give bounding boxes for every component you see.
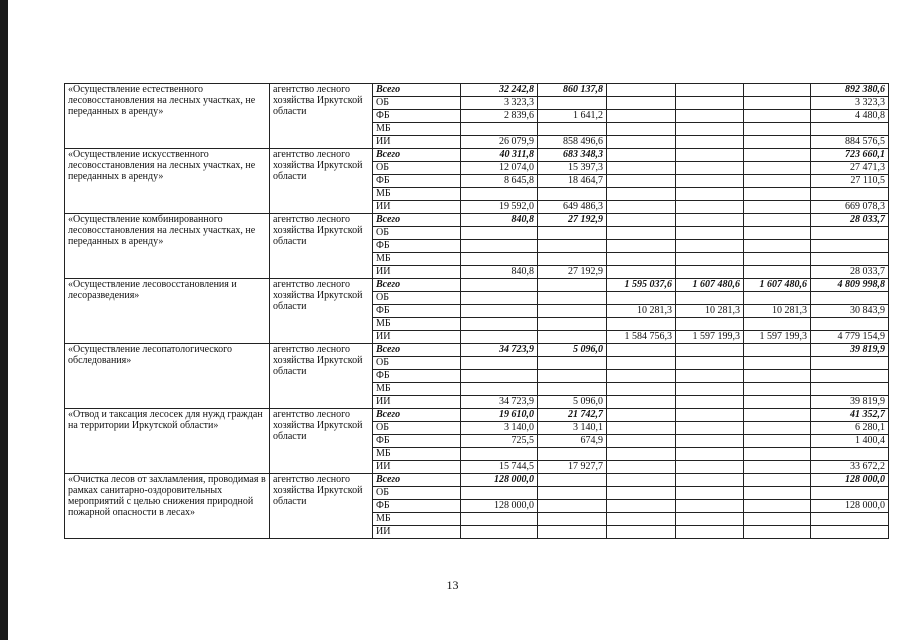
amount-cell <box>744 383 811 396</box>
funding-source-cell: ОБ <box>373 487 461 500</box>
amount-cell: 34 723,9 <box>461 344 538 357</box>
amount-cell: 28 033,7 <box>811 266 889 279</box>
amount-cell <box>811 357 889 370</box>
amount-cell: 33 672,2 <box>811 461 889 474</box>
funding-source-cell: ОБ <box>373 422 461 435</box>
amount-cell <box>607 318 676 331</box>
amount-cell: 4 809 998,8 <box>811 279 889 292</box>
amount-cell <box>607 123 676 136</box>
funding-source-cell: ФБ <box>373 370 461 383</box>
amount-cell <box>676 201 744 214</box>
amount-cell: 21 742,7 <box>538 409 607 422</box>
amount-cell <box>811 240 889 253</box>
amount-cell: 1 400,4 <box>811 435 889 448</box>
amount-cell <box>744 448 811 461</box>
amount-cell <box>538 500 607 513</box>
amount-cell <box>676 188 744 201</box>
amount-cell <box>676 175 744 188</box>
table-row <box>65 409 889 422</box>
amount-cell: 27 110,5 <box>811 175 889 188</box>
amount-cell <box>744 110 811 123</box>
amount-cell <box>607 149 676 162</box>
amount-cell <box>744 253 811 266</box>
amount-cell: 128 000,0 <box>461 474 538 487</box>
funding-source-cell: Всего <box>373 474 461 487</box>
page-number: 13 <box>446 578 459 592</box>
responsible-cell: агентство лесного хозяйства Иркутской области <box>270 474 373 539</box>
amount-cell <box>607 214 676 227</box>
amount-cell <box>607 409 676 422</box>
amount-cell <box>607 84 676 97</box>
amount-cell <box>744 370 811 383</box>
amount-cell <box>744 214 811 227</box>
amount-cell <box>461 357 538 370</box>
amount-cell <box>676 396 744 409</box>
amount-cell <box>607 396 676 409</box>
amount-cell <box>676 513 744 526</box>
funding-source-cell: Всего <box>373 344 461 357</box>
amount-cell <box>607 383 676 396</box>
funding-source-cell: Всего <box>373 84 461 97</box>
funding-source-cell: ОБ <box>373 227 461 240</box>
event-name-cell: «Очистка лесов от захламления, проводимая в рамках санитарно-оздоровительных мероприятий с целью снижения природной пожарной опасности в лесах» <box>65 474 270 539</box>
amount-cell <box>607 435 676 448</box>
amount-cell <box>676 344 744 357</box>
budget-table <box>64 83 889 539</box>
amount-cell <box>607 97 676 110</box>
amount-cell <box>461 383 538 396</box>
funding-source-cell: МБ <box>373 188 461 201</box>
amount-cell: 128 000,0 <box>461 500 538 513</box>
funding-source-cell: ФБ <box>373 110 461 123</box>
amount-cell <box>607 370 676 383</box>
amount-cell <box>607 461 676 474</box>
amount-cell: 27 192,9 <box>538 214 607 227</box>
amount-cell <box>607 422 676 435</box>
amount-cell: 858 496,6 <box>538 136 607 149</box>
amount-cell <box>744 162 811 175</box>
amount-cell <box>676 435 744 448</box>
amount-cell <box>538 487 607 500</box>
amount-cell <box>676 266 744 279</box>
amount-cell <box>811 383 889 396</box>
funding-source-cell: МБ <box>373 383 461 396</box>
amount-cell: 39 819,9 <box>811 344 889 357</box>
amount-cell <box>811 526 889 539</box>
amount-cell <box>538 240 607 253</box>
amount-cell <box>676 253 744 266</box>
amount-cell: 10 281,3 <box>744 305 811 318</box>
amount-cell: 18 464,7 <box>538 175 607 188</box>
amount-cell <box>811 188 889 201</box>
amount-cell: 725,5 <box>461 435 538 448</box>
amount-cell <box>676 227 744 240</box>
amount-cell: 34 723,9 <box>461 396 538 409</box>
amount-cell: 32 242,8 <box>461 84 538 97</box>
scan-edge <box>0 0 8 640</box>
funding-source-cell: ИИ <box>373 331 461 344</box>
amount-cell <box>461 526 538 539</box>
amount-cell <box>607 487 676 500</box>
amount-cell <box>744 461 811 474</box>
amount-cell <box>607 526 676 539</box>
funding-source-cell: МБ <box>373 318 461 331</box>
amount-cell <box>538 123 607 136</box>
amount-cell <box>607 344 676 357</box>
event-name-cell: «Осуществление естественного лесовосстановления на лесных участках, не переданных в аренду» <box>65 84 270 149</box>
amount-cell <box>676 474 744 487</box>
amount-cell <box>676 240 744 253</box>
funding-source-cell: ИИ <box>373 526 461 539</box>
funding-source-cell: Всего <box>373 214 461 227</box>
amount-cell <box>744 357 811 370</box>
amount-cell <box>461 318 538 331</box>
amount-cell <box>607 110 676 123</box>
table-row <box>65 84 889 97</box>
funding-source-cell: ИИ <box>373 266 461 279</box>
amount-cell <box>607 136 676 149</box>
amount-cell <box>461 253 538 266</box>
amount-cell <box>744 292 811 305</box>
amount-cell: 17 927,7 <box>538 461 607 474</box>
amount-cell: 669 078,3 <box>811 201 889 214</box>
amount-cell <box>744 123 811 136</box>
table-row <box>65 279 889 292</box>
amount-cell: 3 140,1 <box>538 422 607 435</box>
table-body <box>65 84 889 539</box>
amount-cell <box>744 474 811 487</box>
amount-cell: 40 311,8 <box>461 149 538 162</box>
amount-cell: 1 607 480,6 <box>676 279 744 292</box>
amount-cell: 674,9 <box>538 435 607 448</box>
amount-cell <box>744 422 811 435</box>
amount-cell <box>676 110 744 123</box>
amount-cell: 5 096,0 <box>538 396 607 409</box>
amount-cell <box>811 123 889 136</box>
amount-cell <box>538 227 607 240</box>
amount-cell: 10 281,3 <box>676 305 744 318</box>
event-name-cell: «Осуществление искусственного лесовосстановления на лесных участках, не переданных в аренду» <box>65 149 270 214</box>
funding-source-cell: ФБ <box>373 500 461 513</box>
amount-cell <box>538 305 607 318</box>
amount-cell <box>744 526 811 539</box>
amount-cell <box>461 370 538 383</box>
amount-cell <box>744 175 811 188</box>
amount-cell <box>538 513 607 526</box>
amount-cell: 1 597 199,3 <box>676 331 744 344</box>
amount-cell <box>461 305 538 318</box>
amount-cell: 1 584 756,3 <box>607 331 676 344</box>
amount-cell <box>744 435 811 448</box>
amount-cell: 840,8 <box>461 214 538 227</box>
amount-cell <box>744 227 811 240</box>
funding-source-cell: ФБ <box>373 435 461 448</box>
funding-source-cell: Всего <box>373 409 461 422</box>
funding-source-cell: ФБ <box>373 240 461 253</box>
funding-source-cell: МБ <box>373 123 461 136</box>
amount-cell <box>744 240 811 253</box>
amount-cell <box>744 513 811 526</box>
table-row <box>65 214 889 227</box>
amount-cell <box>744 344 811 357</box>
funding-source-cell: ОБ <box>373 162 461 175</box>
amount-cell <box>676 448 744 461</box>
amount-cell <box>676 136 744 149</box>
amount-cell <box>607 266 676 279</box>
amount-cell <box>676 461 744 474</box>
amount-cell <box>744 201 811 214</box>
amount-cell: 19 610,0 <box>461 409 538 422</box>
funding-source-cell: МБ <box>373 253 461 266</box>
amount-cell <box>607 474 676 487</box>
amount-cell: 723 660,1 <box>811 149 889 162</box>
amount-cell <box>744 409 811 422</box>
amount-cell: 10 281,3 <box>607 305 676 318</box>
table-row <box>65 149 889 162</box>
amount-cell: 4 779 154,9 <box>811 331 889 344</box>
funding-source-cell: ОБ <box>373 97 461 110</box>
amount-cell <box>538 331 607 344</box>
amount-cell <box>744 84 811 97</box>
responsible-cell: агентство лесного хозяйства Иркутской области <box>270 149 373 214</box>
amount-cell <box>461 123 538 136</box>
funding-source-cell: ИИ <box>373 461 461 474</box>
amount-cell <box>811 227 889 240</box>
amount-cell <box>744 136 811 149</box>
amount-cell: 683 348,3 <box>538 149 607 162</box>
amount-cell <box>607 448 676 461</box>
amount-cell: 3 140,0 <box>461 422 538 435</box>
amount-cell <box>538 97 607 110</box>
amount-cell <box>607 500 676 513</box>
amount-cell <box>676 84 744 97</box>
amount-cell <box>676 526 744 539</box>
amount-cell <box>538 279 607 292</box>
amount-cell: 128 000,0 <box>811 500 889 513</box>
amount-cell <box>811 253 889 266</box>
amount-cell: 30 843,9 <box>811 305 889 318</box>
amount-cell <box>461 240 538 253</box>
amount-cell: 19 592,0 <box>461 201 538 214</box>
amount-cell <box>744 396 811 409</box>
amount-cell <box>676 487 744 500</box>
amount-cell: 649 486,3 <box>538 201 607 214</box>
amount-cell <box>676 162 744 175</box>
amount-cell: 27 192,9 <box>538 266 607 279</box>
amount-cell: 860 137,8 <box>538 84 607 97</box>
amount-cell <box>538 292 607 305</box>
amount-cell <box>538 188 607 201</box>
amount-cell <box>676 97 744 110</box>
amount-cell <box>676 149 744 162</box>
funding-source-cell: ИИ <box>373 136 461 149</box>
event-name-cell: «Осуществление лесопатологического обследования» <box>65 344 270 409</box>
amount-cell <box>676 292 744 305</box>
amount-cell: 28 033,7 <box>811 214 889 227</box>
table-row <box>65 344 889 357</box>
amount-cell: 41 352,7 <box>811 409 889 422</box>
funding-source-cell: Всего <box>373 279 461 292</box>
amount-cell <box>811 448 889 461</box>
amount-cell <box>538 448 607 461</box>
event-name-cell: «Осуществление комбинированного лесовосстановления на лесных участках, не переданных в аренду» <box>65 214 270 279</box>
funding-source-cell: ИИ <box>373 201 461 214</box>
amount-cell <box>676 383 744 396</box>
amount-cell <box>676 500 744 513</box>
amount-cell <box>538 253 607 266</box>
amount-cell: 12 074,0 <box>461 162 538 175</box>
funding-source-cell: ФБ <box>373 175 461 188</box>
amount-cell <box>676 422 744 435</box>
amount-cell <box>676 409 744 422</box>
amount-cell <box>811 487 889 500</box>
amount-cell: 15 397,3 <box>538 162 607 175</box>
amount-cell: 884 576,5 <box>811 136 889 149</box>
amount-cell <box>461 513 538 526</box>
amount-cell <box>461 331 538 344</box>
amount-cell <box>607 292 676 305</box>
amount-cell <box>676 370 744 383</box>
table-row <box>65 474 889 487</box>
amount-cell: 1 607 480,6 <box>744 279 811 292</box>
amount-cell: 8 645,8 <box>461 175 538 188</box>
amount-cell: 3 323,3 <box>461 97 538 110</box>
amount-cell <box>811 292 889 305</box>
amount-cell: 1 597 199,3 <box>744 331 811 344</box>
amount-cell <box>676 318 744 331</box>
amount-cell: 27 471,3 <box>811 162 889 175</box>
amount-cell <box>538 526 607 539</box>
amount-cell <box>676 357 744 370</box>
amount-cell <box>538 474 607 487</box>
responsible-cell: агентство лесного хозяйства Иркутской области <box>270 409 373 474</box>
amount-cell <box>744 188 811 201</box>
responsible-cell: агентство лесного хозяйства Иркутской области <box>270 344 373 409</box>
funding-source-cell: Всего <box>373 149 461 162</box>
amount-cell <box>461 227 538 240</box>
amount-cell <box>744 318 811 331</box>
funding-source-cell: МБ <box>373 513 461 526</box>
funding-source-cell: ОБ <box>373 292 461 305</box>
amount-cell <box>461 279 538 292</box>
amount-cell: 1 641,2 <box>538 110 607 123</box>
amount-cell <box>538 383 607 396</box>
amount-cell: 5 096,0 <box>538 344 607 357</box>
responsible-cell: агентство лесного хозяйства Иркутской области <box>270 84 373 149</box>
amount-cell: 128 000,0 <box>811 474 889 487</box>
amount-cell <box>461 188 538 201</box>
amount-cell <box>607 162 676 175</box>
funding-source-cell: МБ <box>373 448 461 461</box>
funding-source-cell: ФБ <box>373 305 461 318</box>
amount-cell: 39 819,9 <box>811 396 889 409</box>
amount-cell: 1 595 037,6 <box>607 279 676 292</box>
amount-cell <box>676 123 744 136</box>
amount-cell: 15 744,5 <box>461 461 538 474</box>
amount-cell <box>676 214 744 227</box>
amount-cell <box>538 357 607 370</box>
amount-cell <box>744 97 811 110</box>
amount-cell: 892 380,6 <box>811 84 889 97</box>
amount-cell: 26 079,9 <box>461 136 538 149</box>
amount-cell <box>607 201 676 214</box>
responsible-cell: агентство лесного хозяйства Иркутской области <box>270 214 373 279</box>
event-name-cell: «Осуществление лесовосстановления и лесоразведения» <box>65 279 270 344</box>
amount-cell <box>538 370 607 383</box>
amount-cell <box>811 370 889 383</box>
amount-cell <box>538 318 607 331</box>
amount-cell <box>744 266 811 279</box>
amount-cell: 3 323,3 <box>811 97 889 110</box>
event-name-cell: «Отвод и таксация лесосек для нужд граждан на территории Иркутской области» <box>65 409 270 474</box>
amount-cell: 4 480,8 <box>811 110 889 123</box>
amount-cell <box>811 318 889 331</box>
amount-cell <box>461 487 538 500</box>
amount-cell <box>461 292 538 305</box>
amount-cell <box>744 487 811 500</box>
funding-source-cell: ИИ <box>373 396 461 409</box>
amount-cell <box>811 513 889 526</box>
amount-cell <box>607 253 676 266</box>
responsible-cell: агентство лесного хозяйства Иркутской области <box>270 279 373 344</box>
amount-cell <box>607 175 676 188</box>
amount-cell <box>607 357 676 370</box>
amount-cell <box>744 149 811 162</box>
amount-cell <box>607 227 676 240</box>
amount-cell: 840,8 <box>461 266 538 279</box>
amount-cell <box>744 500 811 513</box>
amount-cell <box>461 448 538 461</box>
amount-cell <box>607 188 676 201</box>
amount-cell <box>607 240 676 253</box>
amount-cell <box>607 513 676 526</box>
funding-source-cell: ОБ <box>373 357 461 370</box>
amount-cell: 6 280,1 <box>811 422 889 435</box>
amount-cell: 2 839,6 <box>461 110 538 123</box>
